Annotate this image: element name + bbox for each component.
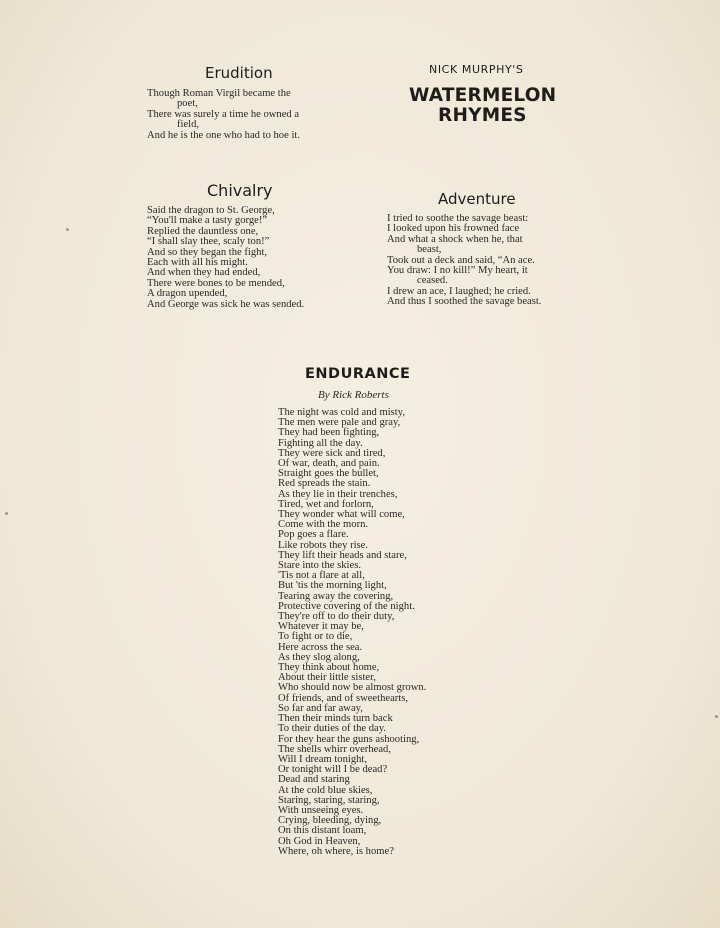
poem-line: Will I dream tonight, bbox=[278, 753, 368, 765]
poem-line: So far and far away, bbox=[278, 702, 363, 714]
poem-line: Said the dragon to St. George, bbox=[147, 205, 275, 216]
poem-line: Crying, bleeding, dying, bbox=[278, 815, 382, 827]
paper-speck bbox=[66, 228, 69, 231]
poem-line: 'Tis not a flare at all, bbox=[278, 570, 365, 582]
erudition-title: Erudition bbox=[205, 64, 273, 82]
poem-line: beast, bbox=[417, 244, 442, 256]
paper-speck bbox=[5, 512, 8, 515]
adventure-poem bbox=[387, 214, 577, 308]
poem-line: Tired, wet and forlorn, bbox=[278, 498, 374, 510]
adventure-title: Adventure bbox=[438, 190, 516, 208]
poem-line: About their little sister, bbox=[278, 672, 376, 684]
poem-line: Here across the sea. bbox=[278, 641, 363, 653]
poem-line: I drew an ace, I laughed; he cried. bbox=[387, 285, 531, 297]
poem-line: I tried to soothe the savage beast: bbox=[387, 213, 529, 224]
poem-line: For they hear the guns ashooting, bbox=[278, 733, 420, 745]
masthead-title-line2: RHYMES bbox=[438, 105, 527, 126]
poem-line: As they slog along, bbox=[278, 651, 360, 663]
poem-line: Straight goes the bullet, bbox=[278, 468, 379, 480]
poem-line: They were sick and tired, bbox=[278, 447, 386, 459]
poem-line: With unseeing eyes. bbox=[278, 804, 364, 816]
poem-line: The shells whirr overhead, bbox=[278, 743, 391, 755]
poem-line: ceased. bbox=[417, 275, 448, 287]
poem-line: They think about home, bbox=[278, 662, 380, 674]
poem-line: “You'll make a tasty gorge!” bbox=[147, 215, 268, 227]
endurance-byline: By Rick Roberts bbox=[318, 389, 389, 401]
poem-line: Staring, staring, staring, bbox=[278, 794, 380, 806]
masthead-title-line1: WATERMELON bbox=[409, 85, 557, 106]
poem-line: And so they began the fight, bbox=[147, 246, 268, 258]
poem-line: Then their minds turn back bbox=[278, 713, 393, 725]
poem-line: To fight or to die, bbox=[278, 631, 353, 643]
poem-line: They wonder what will come, bbox=[278, 509, 405, 521]
poem-line: Whatever it may be, bbox=[278, 621, 364, 633]
poem-line: “I shall slay thee, scaly ton!” bbox=[147, 236, 270, 248]
poem-line: There was surely a time he owned a bbox=[147, 108, 300, 120]
poem-line: And George was sick he was sended. bbox=[147, 298, 305, 310]
poem-line: They lift their heads and stare, bbox=[278, 549, 407, 561]
poem-line: As they lie in their trenches, bbox=[278, 488, 398, 500]
poem-line: Or tonight will I be dead? bbox=[278, 764, 388, 776]
poem-line: I looked upon his frowned face bbox=[387, 223, 520, 235]
poem-line: Of war, death, and pain. bbox=[278, 458, 380, 470]
poem-line: Replied the dauntless one, bbox=[147, 225, 259, 237]
poem-line: And when they had ended, bbox=[147, 267, 261, 279]
poem-line: Come with the morn. bbox=[278, 519, 369, 531]
poem-line: Where, oh where, is home? bbox=[278, 845, 394, 857]
poem-line: Protective covering of the night. bbox=[278, 600, 415, 612]
poem-line: Stare into the skies. bbox=[278, 560, 361, 572]
poem-line: Like robots they rise. bbox=[278, 539, 369, 551]
poem-line: A dragon upended, bbox=[147, 288, 228, 300]
poem-line: Who should now be almost grown. bbox=[278, 682, 427, 694]
poem-line: The men were pale and gray, bbox=[278, 417, 401, 429]
poem-line: field, bbox=[177, 119, 200, 131]
poem-line: The night was cold and misty, bbox=[278, 407, 406, 418]
endurance-poem bbox=[278, 408, 478, 857]
endurance-title: ENDURANCE bbox=[305, 366, 411, 382]
erudition-poem bbox=[147, 89, 337, 141]
chivalry-title: Chivalry bbox=[207, 181, 273, 200]
paper-speck bbox=[715, 715, 718, 718]
poem-line: Red spreads the stain. bbox=[278, 478, 371, 490]
poem-line: Each with all his might. bbox=[147, 257, 248, 269]
poem-line: They had been fighting, bbox=[278, 427, 380, 439]
poem-line: At the cold blue skies, bbox=[278, 784, 373, 796]
poem-line: Tearing away the covering, bbox=[278, 590, 394, 602]
poem-line: Oh God in Heaven, bbox=[278, 835, 361, 847]
poem-line: Dead and staring bbox=[278, 774, 350, 786]
poem-line: Pop goes a flare. bbox=[278, 529, 349, 541]
poem-line: On this distant loam, bbox=[278, 825, 367, 837]
poem-line: Though Roman Virgil became the bbox=[147, 88, 291, 99]
poem-line: And thus I soothed the savage beast. bbox=[387, 296, 542, 308]
poem-line: poet, bbox=[177, 98, 198, 110]
poem-line: And what a shock when he, that bbox=[387, 233, 523, 245]
poem-line: But 'tis the morning light, bbox=[278, 580, 387, 592]
poem-line: There were bones to be mended, bbox=[147, 277, 285, 289]
poem-line: To their duties of the day. bbox=[278, 723, 387, 735]
poem-line: You draw: I no kill!” My heart, it bbox=[387, 265, 528, 277]
masthead-author: NICK MURPHY'S bbox=[429, 63, 524, 76]
chivalry-poem bbox=[147, 206, 342, 310]
poem-line: Of friends, and of sweethearts, bbox=[278, 692, 409, 704]
poem-line: They're off to do their duty, bbox=[278, 611, 395, 623]
poem-line: Took out a deck and said, “An ace. bbox=[387, 254, 535, 266]
poem-line: Fighting all the day. bbox=[278, 437, 363, 449]
poem-line: And he is the one who had to hoe it. bbox=[147, 129, 300, 141]
